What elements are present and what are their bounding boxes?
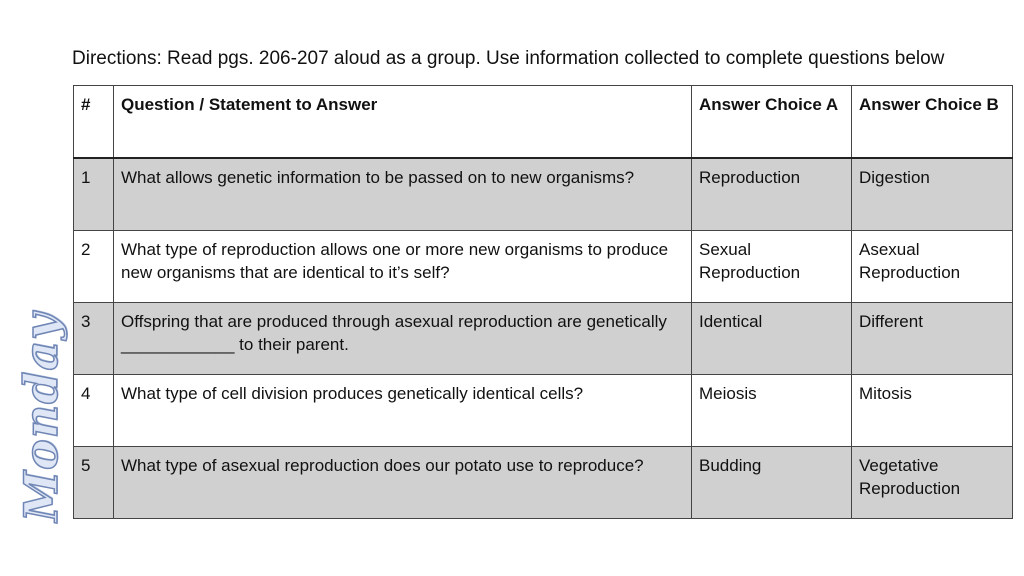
row-choice-a: Meiosis xyxy=(692,375,852,447)
row-question: What type of reproduction allows one or more new organisms to produce new organisms that are identical to it’s self? xyxy=(114,231,692,303)
header-choice-a: Answer Choice A xyxy=(692,86,852,159)
row-choice-a: Budding xyxy=(692,447,852,519)
row-question: What type of asexual reproduction does our potato use to reproduce? xyxy=(114,447,692,519)
question-table xyxy=(73,85,1013,519)
header-choice-b: Answer Choice B xyxy=(852,86,1013,159)
row-number: 5 xyxy=(74,447,114,519)
row-number: 1 xyxy=(74,158,114,231)
header-row xyxy=(74,86,1013,159)
row-choice-a: Reproduction xyxy=(692,158,852,231)
day-label xyxy=(14,312,68,522)
row-number: 3 xyxy=(74,303,114,375)
row-question: What type of cell division produces genetically identical cells? xyxy=(114,375,692,447)
row-number: 2 xyxy=(74,231,114,303)
table-row xyxy=(74,158,1013,231)
row-question: What allows genetic information to be passed on to new organisms? xyxy=(114,158,692,231)
row-choice-b: Digestion xyxy=(852,158,1013,231)
row-choice-b: Vegetative Reproduction xyxy=(852,447,1013,519)
directions-text: Directions: Read pgs. 206-207 aloud as a group. Use information collected to complete questions below xyxy=(72,48,945,69)
header-number: # xyxy=(74,86,114,159)
row-choice-b: Mitosis xyxy=(852,375,1013,447)
table-row xyxy=(74,375,1013,447)
day-label-text: Monday xyxy=(14,312,68,522)
table-row xyxy=(74,231,1013,303)
row-number: 4 xyxy=(74,375,114,447)
row-question: Offspring that are produced through asexual reproduction are genetically ____________ to their parent. xyxy=(114,303,692,375)
table-row xyxy=(74,447,1013,519)
row-choice-a: Sexual Reproduction xyxy=(692,231,852,303)
row-choice-b: Different xyxy=(852,303,1013,375)
header-question: Question / Statement to Answer xyxy=(114,86,692,159)
table-row xyxy=(74,303,1013,375)
row-choice-a: Identical xyxy=(692,303,852,375)
row-choice-b: Asexual Reproduction xyxy=(852,231,1013,303)
